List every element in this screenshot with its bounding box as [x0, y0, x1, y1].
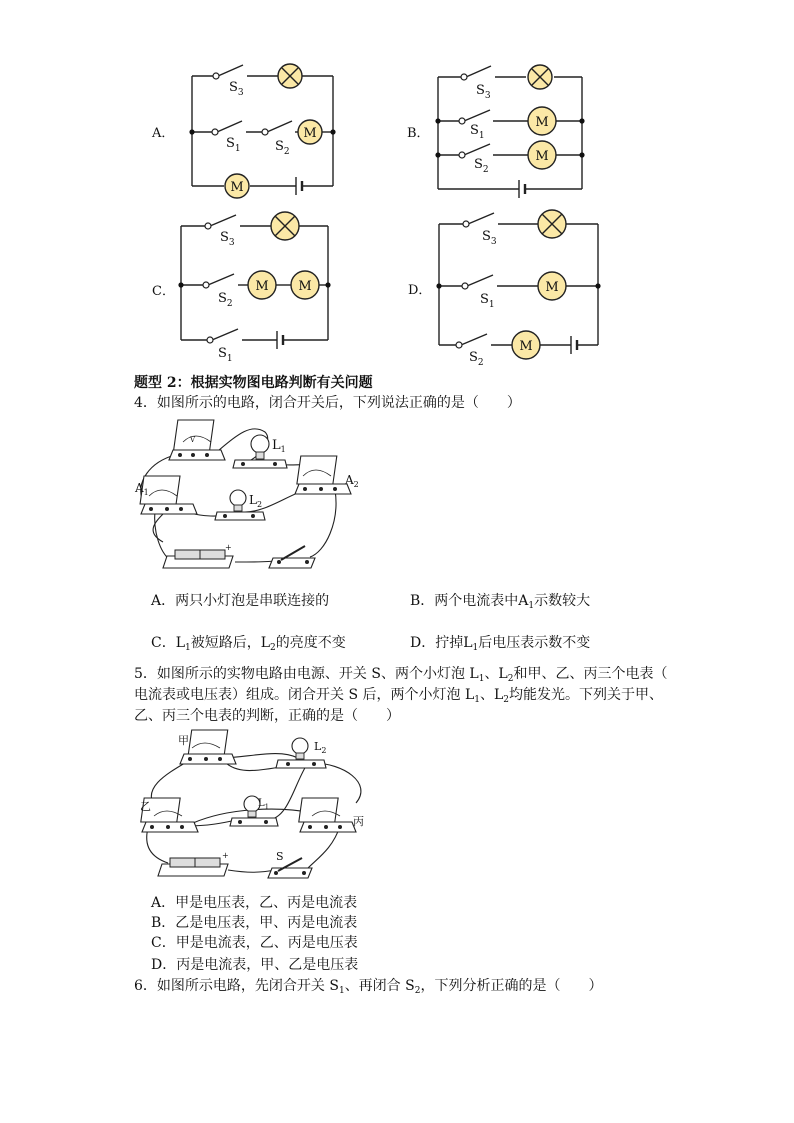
battery-icon [158, 851, 229, 876]
lamp-icon [528, 65, 552, 89]
svg-text:L2: $L_2$ [249, 493, 263, 509]
switch-label: $S_3$ [220, 230, 235, 248]
switch-label: $S_2$ [474, 157, 489, 175]
svg-text:+: + [222, 851, 229, 860]
option-letter-d: D． [408, 283, 432, 298]
switch-icon [269, 546, 315, 568]
switch-icon [268, 858, 312, 878]
option-letter-a: A． [152, 126, 175, 141]
q4-option-c[interactable]: C．$L_1$被短路后，$L_2$的亮度不变 [151, 635, 346, 653]
switch-label: $S_3$ [229, 80, 244, 98]
lamp-icon [271, 212, 299, 240]
motor-label: M [303, 126, 317, 141]
option-letter-c: C． [152, 284, 175, 299]
option-letter-b: B． [407, 126, 430, 141]
q5-option-c[interactable]: C．甲是电流表，乙、丙是电压表 [151, 935, 358, 951]
section-heading: 题型 2：根据实物图电路判断有关问题 [134, 375, 373, 391]
q4-option-d[interactable]: D．拧掉$L_1$后电压表示数不变 [410, 635, 591, 653]
q5-option-a[interactable]: A．甲是电压表，乙、丙是电流表 [151, 895, 358, 911]
switch-label: $S_3$ [482, 229, 497, 247]
q5-stem-line1: 5．如图所示的实物电路由电源、开关 S、两个小灯泡 $L_1$、$L_2$和甲、乙、丙三个电表（ [134, 666, 668, 684]
lamp-icon [278, 64, 302, 88]
switch-label: $S_1$ [480, 292, 495, 310]
voltmeter-icon [169, 420, 225, 460]
svg-text:L2: $L_2$ [314, 740, 327, 755]
ammeter-a1-icon [134, 476, 197, 514]
battery-icon [163, 543, 233, 568]
q5-option-b[interactable]: B．乙是电压表，甲、丙是电流表 [151, 915, 358, 931]
q5-physical-circuit [128, 728, 388, 888]
q4-option-b[interactable]: B．两个电流表中$A_1$示数较大 [410, 593, 591, 611]
meter-bing-label: 丙 [353, 815, 364, 828]
lamp-l2 [276, 738, 326, 768]
svg-text:A1: $A_1$ [135, 481, 149, 497]
motor-label: M [535, 115, 549, 130]
q4-stem: 4．如图所示的电路，闭合开关后，下列说法正确的是（ ） [134, 395, 521, 411]
ammeter-a2-icon [295, 456, 359, 494]
motor-label: M [230, 180, 244, 195]
svg-text:V: V [190, 436, 196, 444]
meter-jia-label: 甲 [178, 734, 189, 747]
circuit-b [438, 66, 582, 198]
switch-label: $S_2$ [469, 350, 484, 368]
switch-label: $S_2$ [218, 291, 233, 309]
switch-label: $S_3$ [476, 83, 491, 101]
q6-stem: 6．如图所示电路，先闭合开关 $S_1$、再闭合 $S_2$，下列分析正确的是（ ） [134, 978, 603, 996]
motor-label: M [545, 280, 559, 295]
lamp-icon [538, 210, 566, 238]
motor-label: M [535, 149, 549, 164]
svg-text:L1: $L_1$ [258, 798, 270, 811]
lamp-l2 [215, 490, 265, 520]
meter-bing-icon [299, 798, 356, 832]
lamp-l1 [233, 435, 287, 468]
svg-text:A2: $A_2$ [345, 473, 359, 489]
meter-yi-label: 乙 [140, 800, 151, 813]
motor-label: M [255, 279, 269, 294]
q5-option-d[interactable]: D．丙是电流表，甲、乙是电压表 [151, 957, 359, 973]
q5-stem-line2: 电流表或电压表）组成。闭合开关 S 后，两个小灯泡 $L_1$、$L_2$均能发光。下列关于甲、 [134, 687, 664, 705]
switch-label: $S_1$ [226, 136, 241, 154]
motor-label: M [298, 279, 312, 294]
svg-text:L1: $L_1$ [272, 438, 286, 454]
motor-label: M [519, 339, 533, 354]
q4-physical-circuit [125, 412, 385, 582]
circuit-figures [0, 0, 794, 375]
q4-option-a[interactable]: A．两只小灯泡是串联连接的 [151, 593, 330, 609]
svg-text:+: + [225, 543, 232, 552]
switch-label: $S_2$ [275, 139, 290, 157]
switch-s-label: S [276, 850, 284, 863]
switch-label: $S_1$ [218, 346, 233, 364]
q5-stem-line3: 乙、丙三个电表的判断，正确的是（ ） [134, 708, 400, 724]
switch-label: $S_1$ [470, 123, 485, 141]
